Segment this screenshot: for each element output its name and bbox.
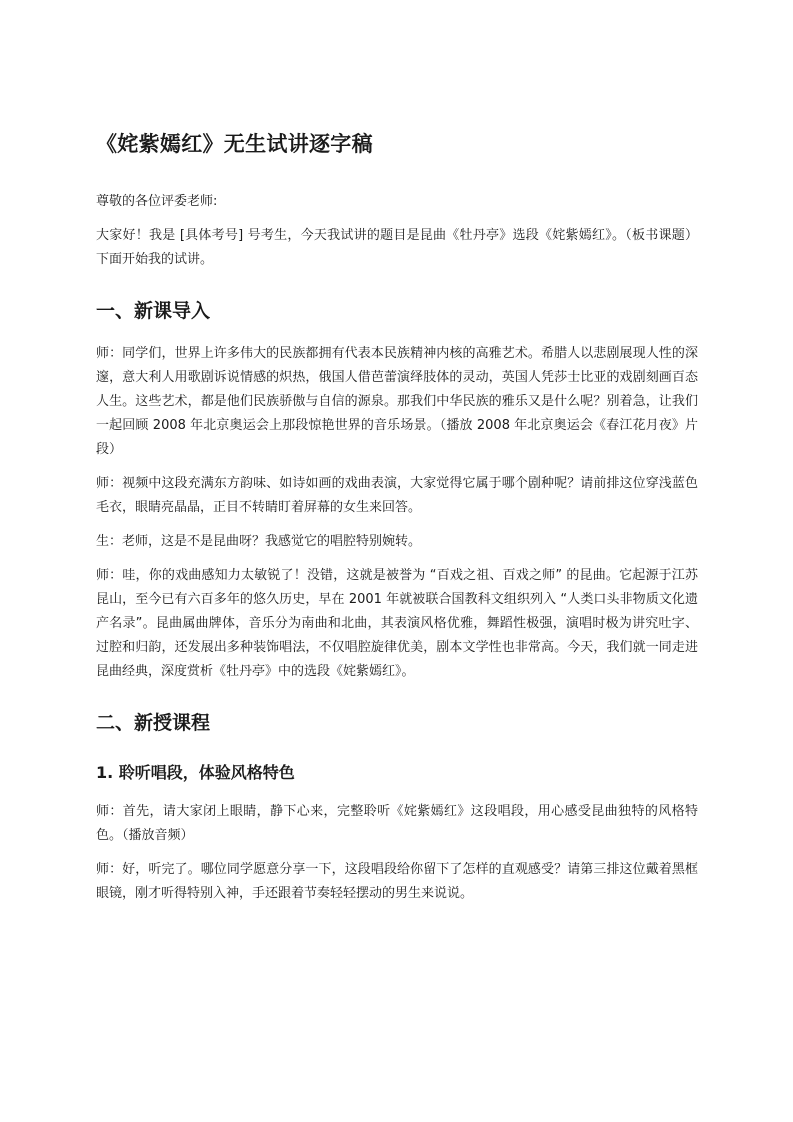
section-1-paragraph-1: 师：同学们，世界上许多伟大的民族都拥有代表本民族精神内核的高雅艺术。希腊人以悲剧展现人性的深邃，意大利人用歌剧诉说情感的炽热，俄国人借芭蕾演绎肢体的灵动，英国人凭莎士比亚的戏剧刻画百态人生。这些艺术，都是他们民族骄傲与自信的源泉。那我们中华民族的雅乐又是什么呢？别着急，让我们一起回顾 2008 年北京奥运会上那段惊艳世界的音乐场景。（播放 2008 年北京奥运会《春江花月夜》片段） bbox=[96, 346, 698, 457]
section-1-header bbox=[96, 296, 698, 326]
subsection-1-paragraph-2: 师：好，听完了。哪位同学愿意分享一下，这段唱段给你留下了怎样的直观感受？请第三排这位戴着黑框眼镜，刚才听得特别入神，手还跟着节奏轻轻摆动的男生来说说。 bbox=[96, 862, 698, 901]
greeting-paragraph: 尊敬的各位评委老师: bbox=[96, 194, 218, 209]
intro-paragraph: 大家好！我是 [具体考号] 号考生，今天我试讲的题目是昆曲《牡丹亭》选段《姹紫嫣红》。（板书课题）下面开始我的试讲。 bbox=[96, 228, 698, 267]
section-1-heading: 一、新课导入 bbox=[96, 300, 211, 322]
subsection-1-header bbox=[96, 760, 698, 786]
section-2-header bbox=[96, 708, 698, 738]
section-2-heading: 二、新授课程 bbox=[96, 712, 211, 734]
document-title: 《姹紫嫣红》无生试讲逐字稿 bbox=[96, 132, 373, 156]
subsection-1-heading: 1. 聆听唱段，体验风格特色 bbox=[96, 763, 295, 782]
document-page bbox=[96, 124, 698, 916]
subsection-1-paragraph-1: 师：首先，请大家闭上眼睛，静下心来，完整聆听《姹紫嫣红》这段唱段，用心感受昆曲独特的风格特色。（播放音频） bbox=[96, 804, 698, 843]
section-1-paragraph-2: 师：视频中这段充满东方韵味、如诗如画的戏曲表演，大家觉得它属于哪个剧种呢？请前排这位穿浅蓝色毛衣，眼睛亮晶晶，正目不转睛盯着屏幕的女生来回答。 bbox=[96, 476, 698, 515]
section-1-paragraph-4: 师：哇，你的戏曲感知力太敏锐了！没错，这就是被誉为 “百戏之祖、百戏之师” 的昆曲。它起源于江苏昆山，至今已有六百多年的悠久历史，早在 2001 年就被联合国教科文组织列入 “人类口头非物质文化遗产名录”。昆曲属曲牌体，音乐分为南曲和北曲，其表演风格优雅，舞蹈性极强，演唱时极为讲究吐字、过腔和归韵，还发展出多种装饰唱法，不仅唱腔旋律优美，剧本文学性也非常高。今天，我们就一同走进昆曲经典，深度赏析《牡丹亭》中的选段《姹紫嫣红》。 bbox=[96, 568, 698, 679]
section-1-paragraph-3: 生：老师，这是不是昆曲呀？我感觉它的唱腔特别婉转。 bbox=[96, 534, 422, 549]
